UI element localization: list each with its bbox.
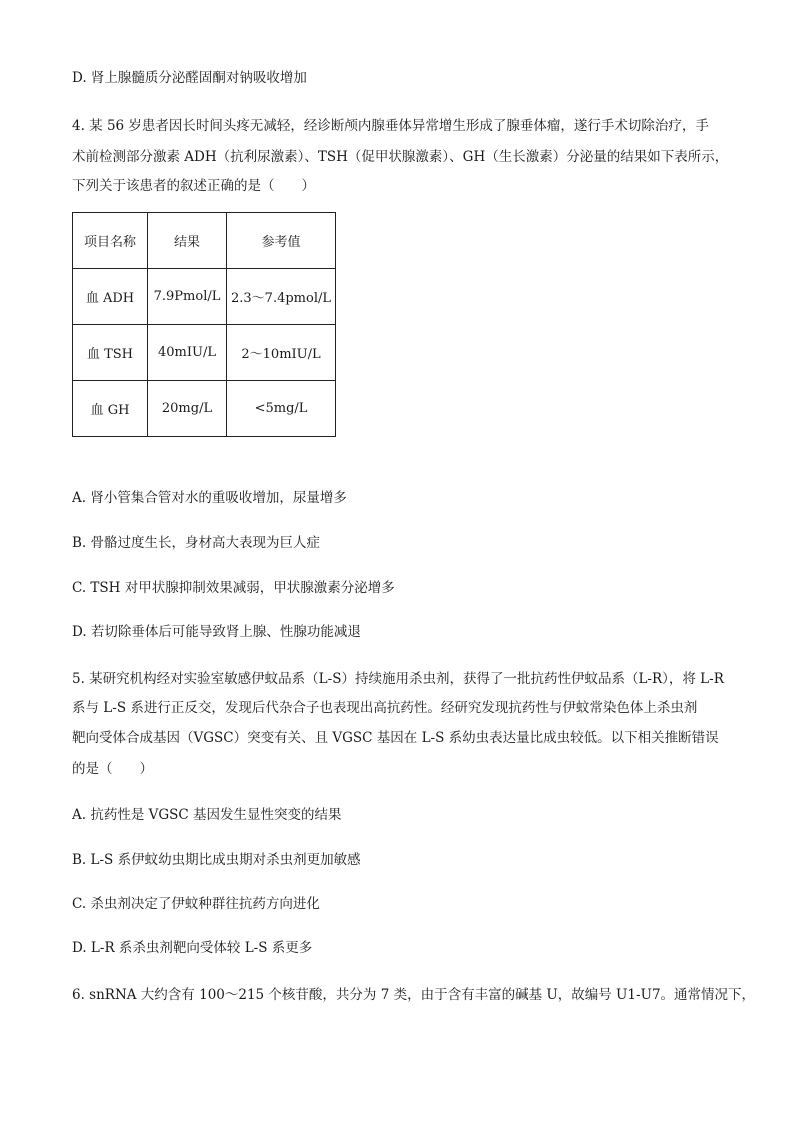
table-header-row: [73, 213, 336, 269]
q5-option-a: A. 抗药性是 VGSC 基因发生显性突变的结果: [72, 807, 342, 823]
table-cell: 40mIU/L: [148, 325, 227, 381]
q6-stem-line: 6. snRNA 大约含有 100～215 个核苷酸，共分为 7 类，由于含有丰富的碱基 U，故编号 U1-U7。通常情况下，: [72, 987, 756, 1003]
q4-option-a: A. 肾小管集合管对水的重吸收增加，尿量增多: [72, 490, 347, 506]
table-cell: 血 GH: [73, 381, 148, 437]
q5-option-b: B. L-S 系伊蚊幼虫期比成虫期对杀虫剂更加敏感: [72, 852, 361, 868]
table-header-cell: 参考值: [227, 213, 336, 269]
q4-stem-line: 下列关于该患者的叙述正确的是（ ）: [72, 178, 315, 194]
table-cell: 2.3～7.4pmol/L: [227, 269, 336, 325]
q4-stem-line: 术前检测部分激素 ADH（抗利尿激素）、TSH（促甲状腺激素）、GH（生长激素）分泌量的结果如下表所示，: [72, 149, 729, 165]
q5-stem-line: 靶向受体合成基因（VGSC）突变有关、且 VGSC 基因在 L-S 系幼虫表达量比成虫较低。以下相关推断错误: [72, 730, 719, 746]
q4-option-d: D. 若切除垂体后可能导致肾上腺、性腺功能减退: [72, 624, 361, 640]
hormone-table: [72, 212, 336, 437]
q5-stem-line: 的是（ ）: [72, 761, 153, 777]
table-row: [73, 325, 336, 381]
table-cell: 血 TSH: [73, 325, 148, 381]
q5-stem-line: 系与 L-S 系进行正反交，发现后代杂合子也表现出高抗药性。经研究发现抗药性与伊蚊常染色体上杀虫剂: [72, 700, 698, 716]
q5-option-d: D. L-R 系杀虫剂靶向受体较 L-S 系更多: [72, 940, 313, 956]
q5-stem-line: 5. 某研究机构经对实验室敏感伊蚊品系（L-S）持续施用杀虫剂，获得了一批抗药性伊蚊品系（L-R），将 L-R: [72, 671, 724, 687]
table-header-cell: 项目名称: [73, 213, 148, 269]
table-cell: 20mg/L: [148, 381, 227, 437]
q5-option-c: C. 杀虫剂决定了伊蚊种群往抗药方向进化: [72, 896, 320, 912]
table-cell: 2～10mIU/L: [227, 325, 336, 381]
q3-option-d: D. 肾上腺髓质分泌醛固酮对钠吸收增加: [72, 70, 307, 86]
q4-option-b: B. 骨骼过度生长，身材高大表现为巨人症: [72, 535, 321, 551]
table-cell: <5mg/L: [227, 381, 336, 437]
q4-option-c: C. TSH 对甲状腺抑制效果减弱，甲状腺激素分泌增多: [72, 580, 395, 596]
table-row: [73, 269, 336, 325]
table-row: [73, 381, 336, 437]
q4-stem-line: 4. 某 56 岁患者因长时间头疼无减轻，经诊断颅内腺垂体异常增生形成了腺垂体瘤，遂行手术切除治疗，手: [72, 118, 709, 134]
table-header-cell: 结果: [148, 213, 227, 269]
table-cell: 7.9Pmol/L: [148, 269, 227, 325]
table-cell: 血 ADH: [73, 269, 148, 325]
